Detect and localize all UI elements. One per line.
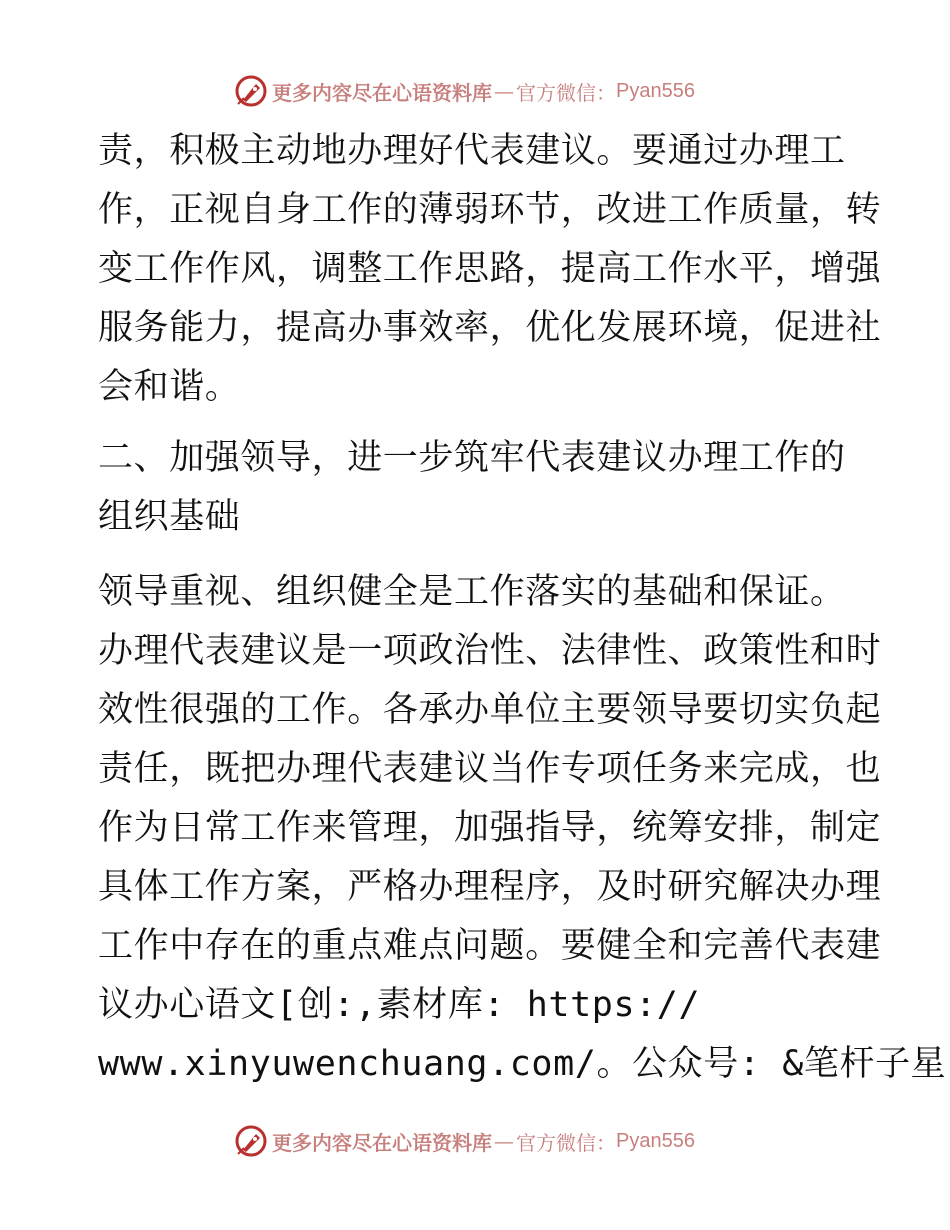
paragraph-1 bbox=[98, 122, 882, 417]
banner-wechat-id: Pyan556 bbox=[616, 79, 695, 102]
banner-dash: — bbox=[494, 79, 514, 103]
header-watermark-banner bbox=[234, 74, 734, 108]
text-line: 变工作作风，调整工作思路，提高工作水平，增强 bbox=[98, 249, 882, 289]
banner-dash: — bbox=[494, 1129, 514, 1153]
text-line: 领导重视、组织健全是工作落实的基础和保证。 bbox=[98, 572, 846, 612]
text-line: 办理代表建议是一项政治性、法律性、政策性和时 bbox=[98, 631, 882, 671]
heading-line: 组织基础 bbox=[98, 497, 241, 537]
text-line: 效性很强的工作。各承办单位主要领导要切实负起 bbox=[98, 690, 882, 730]
banner-main-text: 更多内容尽在心语资料库 bbox=[272, 80, 492, 105]
footer-watermark-banner bbox=[234, 1124, 734, 1158]
text-line: 责任，既把办理代表建议当作专项任务来完成，也 bbox=[98, 749, 882, 789]
text-line: 工作中存在的重点难点问题。要健全和完善代表建 bbox=[98, 926, 882, 966]
pen-nib-logo-icon bbox=[234, 1124, 268, 1158]
banner-wechat-id: Pyan556 bbox=[616, 1129, 695, 1152]
section-heading-2 bbox=[98, 429, 858, 547]
heading-line: 二、加强领导，进一步筑牢代表建议办理工作的 bbox=[98, 438, 846, 478]
text-line: 作为日常工作来管理，加强指导，统筹安排，制定 bbox=[98, 808, 882, 848]
text-line: 具体工作方案，严格办理程序，及时研究解决办理 bbox=[98, 867, 882, 907]
text-line: 作，正视自身工作的薄弱环节，改进工作质量，转 bbox=[98, 190, 882, 230]
paragraph-3 bbox=[98, 563, 947, 1094]
text-line: 会和谐。 bbox=[98, 367, 241, 407]
text-line: 服务能力，提高办事效率，优化发展环境，促进社 bbox=[98, 308, 882, 348]
banner-wechat-label: 官方微信： bbox=[516, 80, 616, 105]
text-line: 议办心语文[创:,素材库: https:// bbox=[98, 985, 701, 1025]
text-line: www.xinyuwenchuang.com/。公众号: &笔杆子星 bbox=[98, 1044, 947, 1084]
text-line: 责，积极主动地办理好代表建议。要通过办理工 bbox=[98, 131, 846, 171]
banner-wechat-label: 官方微信： bbox=[516, 1130, 616, 1155]
banner-main-text: 更多内容尽在心语资料库 bbox=[272, 1130, 492, 1155]
document-body bbox=[98, 122, 947, 1094]
pen-nib-logo-icon bbox=[234, 74, 268, 108]
